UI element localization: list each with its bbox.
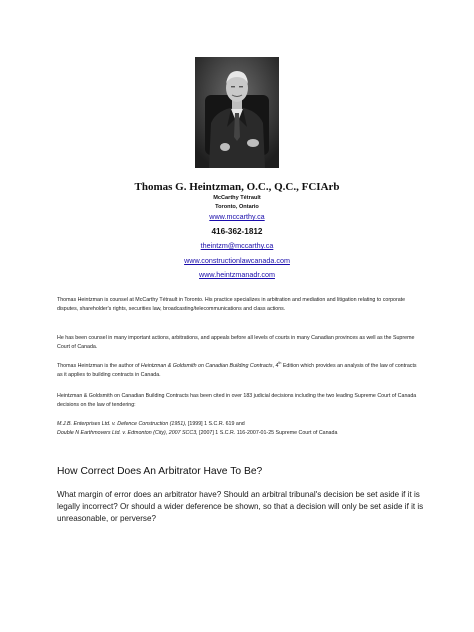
portrait-image bbox=[195, 57, 279, 168]
case-name: Double N Earthmovers Ltd. v. Edmonton (City), 2007 SCC3, bbox=[57, 429, 198, 436]
case-citation: [2007] 1 S.C.R. 116-2007-01-25 Supreme Court of Canada bbox=[197, 429, 338, 436]
author-name: Thomas G. Heintzman, O.C., Q.C., FCIArb bbox=[134, 181, 340, 193]
case-name: M.J.B. Enterprises Ltd. v. Defence Construction (1951), bbox=[57, 421, 187, 427]
author-portrait-photo bbox=[195, 57, 279, 168]
case-item bbox=[57, 429, 421, 438]
case-item bbox=[57, 420, 421, 429]
case-citation: [1999] 1 S.C.R. 619 and bbox=[186, 421, 245, 427]
author-text-pre: Thomas Heintzman is the author of bbox=[57, 363, 141, 369]
edition-superscript: th bbox=[278, 361, 282, 366]
author-text-mid: , 4 bbox=[272, 363, 279, 369]
bio-paragraph-practice: Thomas Heintzman is counsel at McCarthy Tétrault in Toronto. His practice specializes in arbitration and mediation and litigation relating to corporate disputes, shareholder's rights, securities law, broadcasting/telecommunications and class actions. bbox=[57, 297, 406, 312]
article-intro-paragraph: What margin of error does an arbitrator have? Should an arbitral tribunal's decision be set aside if it is legally incorrect? Or should a wider deference be shown, so that a decision will only be set aside if it is unreasonable, or perverse? bbox=[57, 490, 424, 524]
firm-name: McCarthy Tétrault bbox=[213, 195, 261, 201]
book-title: Heintzman & Goldsmith on Canadian Building Contracts bbox=[140, 363, 273, 369]
firm-location: Toronto, Ontario bbox=[215, 204, 259, 210]
website-link[interactable]: www.mccarthy.ca bbox=[209, 212, 265, 221]
adr-website-link[interactable]: www.heintzmanadr.com bbox=[199, 270, 275, 279]
article-heading: How Correct Does An Arbitrator Have To Be? bbox=[57, 466, 263, 477]
case-list bbox=[57, 420, 421, 437]
bio-paragraph-author bbox=[57, 362, 421, 379]
construction-law-website-link[interactable]: www.constructionlawcanada.com bbox=[184, 256, 290, 265]
email-link[interactable]: theintzm@mccarthy.ca bbox=[200, 241, 274, 250]
bio-paragraph-counsel: He has been counsel in many important actions, arbitrations, and appeals before all levels of courts in many Canadian provinces as well as the Supreme Court of Canada. bbox=[57, 335, 415, 350]
author-text-post: Edition which provides an analysis of the law of contracts as it applies to building contracts in Canada. bbox=[57, 363, 417, 378]
phone-number: 416-362-1812 bbox=[211, 227, 263, 236]
bio-paragraph-citations: Heintzman & Goldsmith on Canadian Building Contracts has been cited in over 183 judicial decisions including the two leading Supreme Court of Canada decisions on the law of tendering: bbox=[57, 393, 417, 408]
